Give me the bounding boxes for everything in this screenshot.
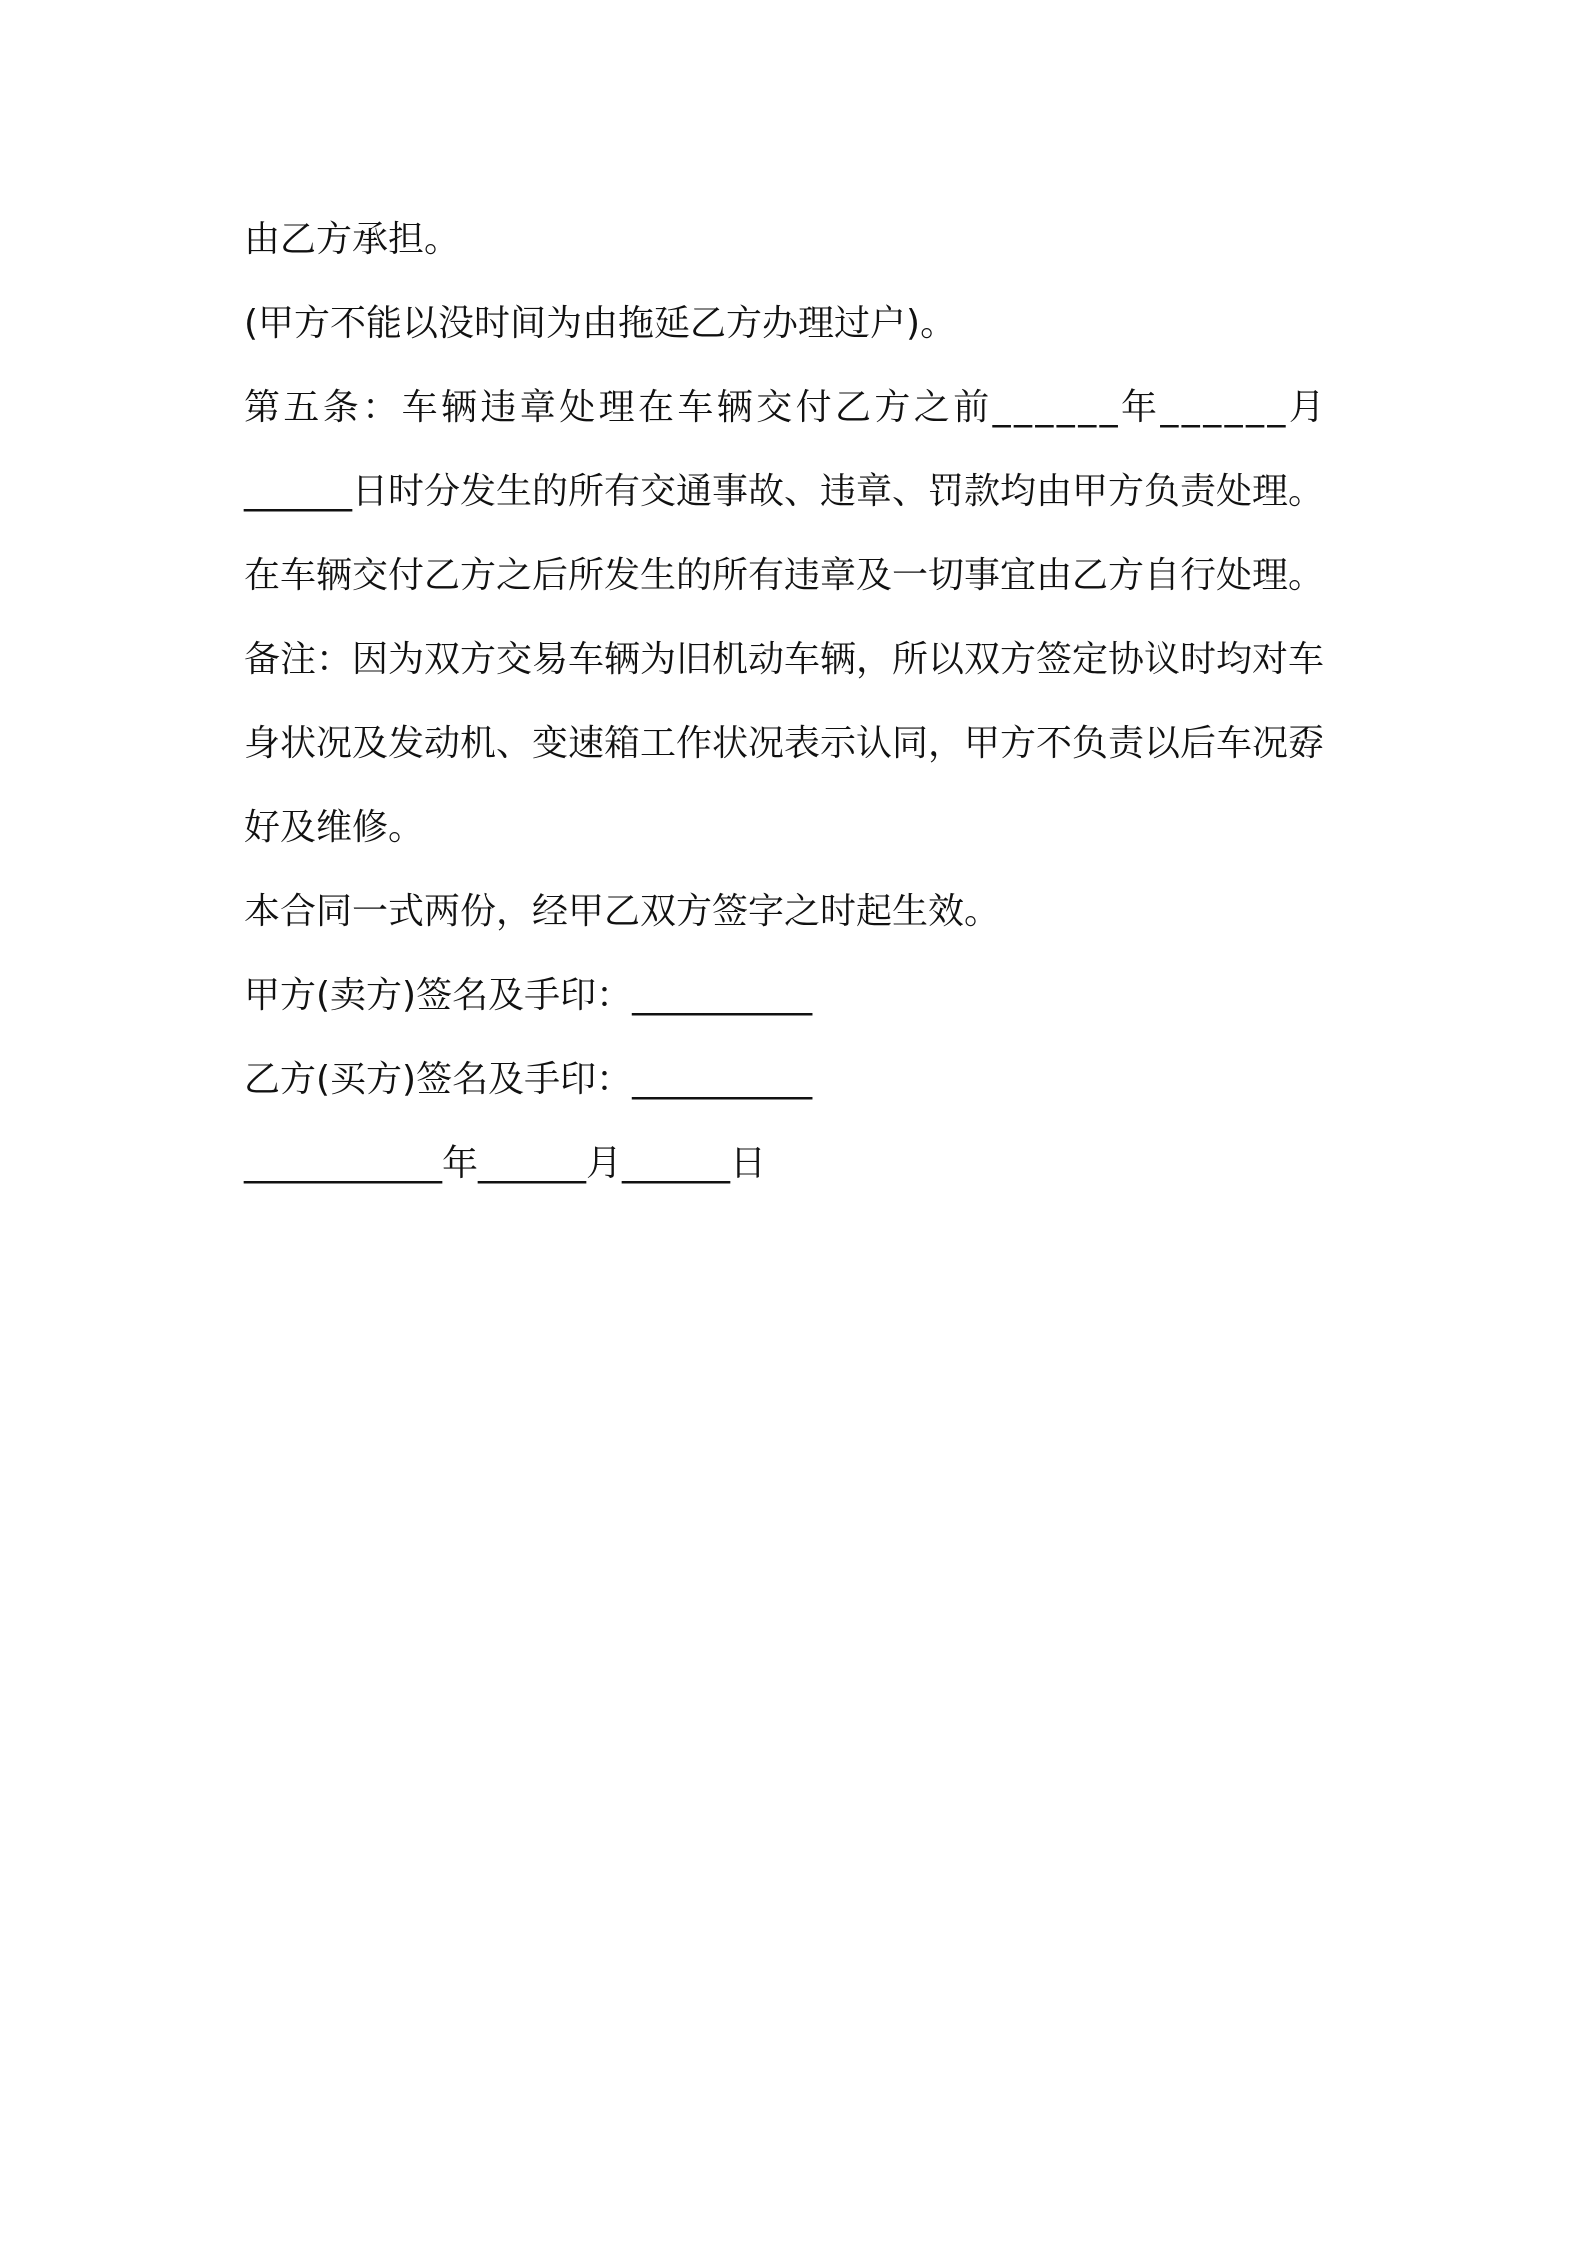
text-line-1: 由乙方承担。 [244,219,461,260]
remark-line-3: 好及维修。 [244,807,425,848]
text-line-5: 在车辆交付乙方之后所发生的所有违章及一切事宜由乙方自行处理。 [244,555,1325,596]
date-line: ___________年______月______日 [244,1143,766,1184]
text-line-4: ______日时分发生的所有交通事故、违章、罚款均由甲方负责处理。 [244,471,1325,512]
remark-line-1: 备注：因为双方交易车辆为旧机动车辆，所以双方签定协议时均对车 [244,639,1325,680]
seller-signature-line: 甲方(卖方)签名及手印：__________ [244,975,813,1016]
article-five-line: 第五条：车辆违章处理在车辆交付乙方之前______年______月 [244,387,1329,428]
effectivity-line: 本合同一式两份，经甲乙双方签字之时起生效。 [244,891,1001,932]
remark-line-2: 身状况及发动机、变速箱工作状况表示认同，甲方不负责以后车况孬 [244,723,1325,764]
text-line-2: (甲方不能以没时间为由拖延乙方办理过户)。 [244,303,957,344]
buyer-signature-line: 乙方(买方)签名及手印：__________ [244,1059,813,1100]
document-body [244,198,1364,1206]
